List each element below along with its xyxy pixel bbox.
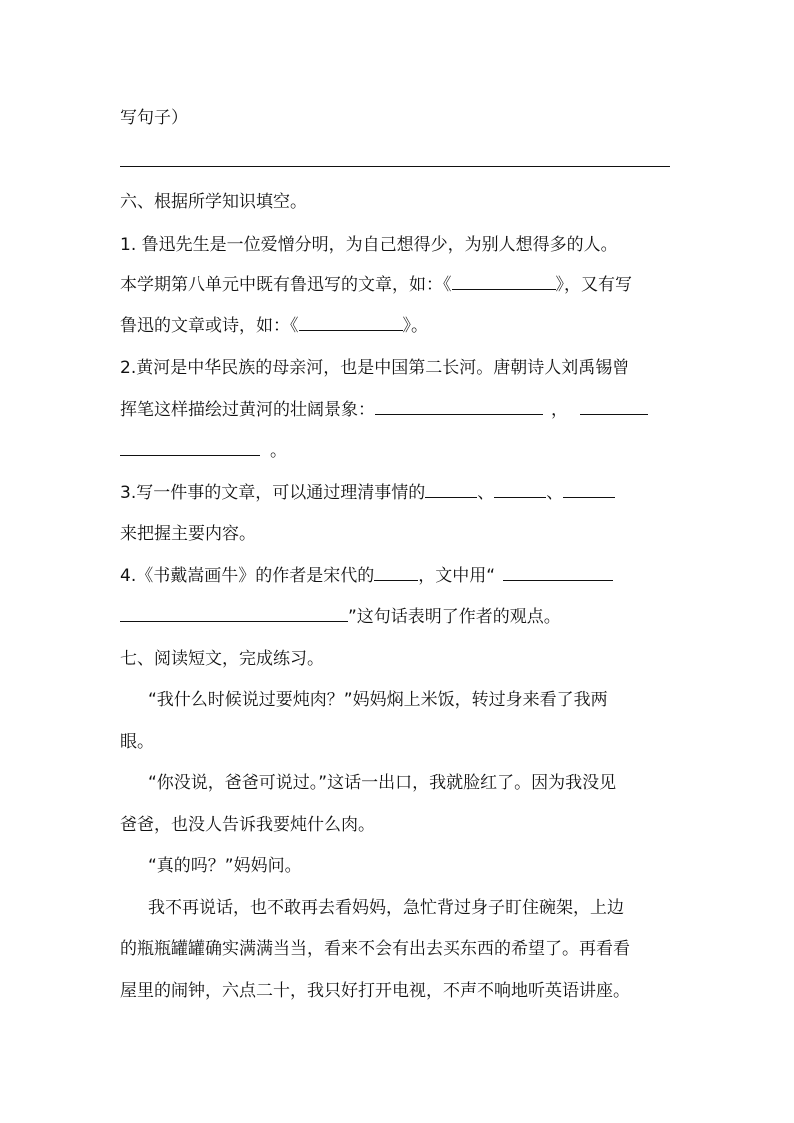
q3-sep-1: 、 — [477, 483, 495, 503]
q4-line-1-text-mid: ，文中用“ — [418, 566, 496, 586]
q4-line-1-text: 4.《书戴嵩画牛》的作者是宋代的 — [120, 566, 375, 586]
q3-line-1 — [120, 481, 680, 505]
answer-line[interactable] — [120, 166, 670, 167]
passage-line: 我不再说话，也不敢再去看妈妈，急忙背过身子盯住碗架，上边 — [148, 898, 624, 918]
fill-blank[interactable] — [452, 273, 556, 290]
q4-line-1 — [120, 564, 680, 588]
q1-line-2-text: 本学期第八单元中既有鲁迅写的文章，如：《 — [120, 275, 452, 295]
passage-line: 眼。 — [120, 732, 154, 752]
fill-blank[interactable] — [374, 564, 418, 581]
q2-line-2-text: 挥笔这样描绘过黄河的壮阔景象： — [120, 400, 375, 420]
fill-blank[interactable] — [425, 481, 477, 498]
passage-line: “我什么时候说过要炖肉？”妈妈焖上米饭，转过身来看了我两 — [148, 690, 608, 710]
text-line: 写句子） — [120, 108, 188, 128]
q2-line-2 — [120, 398, 680, 422]
q1-line-3-text: 鲁迅的文章或诗，如：《 — [120, 316, 299, 336]
q2-comma: ， — [551, 400, 568, 420]
passage-line: “你没说，爸爸可说过。”这话一出口，我就脸红了。因为我没见 — [148, 773, 617, 793]
fill-blank[interactable] — [375, 398, 543, 415]
section-7-title: 七、阅读短文，完成练习。 — [120, 649, 324, 669]
passage-line: 屋里的闹钟，六点二十，我只好打开电视，不声不响地听英语讲座。 — [120, 981, 630, 1001]
q2-line-1: 2.黄河是中华民族的母亲河，也是中国第二长河。唐朝诗人刘禹锡曾 — [120, 358, 630, 378]
q2-period: 。 — [270, 441, 287, 461]
q1-line-3-text-end: 》。 — [402, 316, 428, 336]
fill-blank[interactable] — [503, 564, 613, 581]
section-6-title: 六、根据所学知识填空。 — [120, 192, 307, 212]
fill-blank[interactable] — [494, 481, 546, 498]
q3-line-2: 来把握主要内容。 — [120, 524, 256, 544]
q1-line-1: 1. 鲁迅先生是一位爱憎分明，为自己想得少，为别人想得多的人。 — [120, 235, 618, 255]
fill-blank[interactable] — [120, 605, 348, 622]
q1-line-3 — [120, 314, 680, 338]
passage-line: “真的吗？”妈妈问。 — [148, 856, 302, 876]
passage-line: 的瓶瓶罐罐确实满满当当，看来不会有出去买东西的希望了。再看看 — [120, 939, 630, 959]
fill-blank[interactable] — [299, 314, 403, 331]
q1-line-2 — [120, 273, 680, 297]
passage-line: 爸爸，也没人告诉我要炖什么肉。 — [120, 815, 375, 835]
q4-line-2-text: ”这句话表明了作者的观点。 — [348, 607, 561, 627]
fill-blank[interactable] — [580, 398, 648, 415]
q3-line-1-text: 3.写一件事的文章，可以通过理清事情的 — [120, 483, 426, 503]
q3-sep-2: 、 — [546, 483, 564, 503]
fill-blank[interactable] — [120, 439, 260, 456]
q4-line-2 — [120, 605, 680, 629]
q1-line-2-text-end: 》，又有写 — [555, 275, 632, 295]
q2-line-3 — [120, 439, 680, 463]
fill-blank[interactable] — [563, 481, 615, 498]
